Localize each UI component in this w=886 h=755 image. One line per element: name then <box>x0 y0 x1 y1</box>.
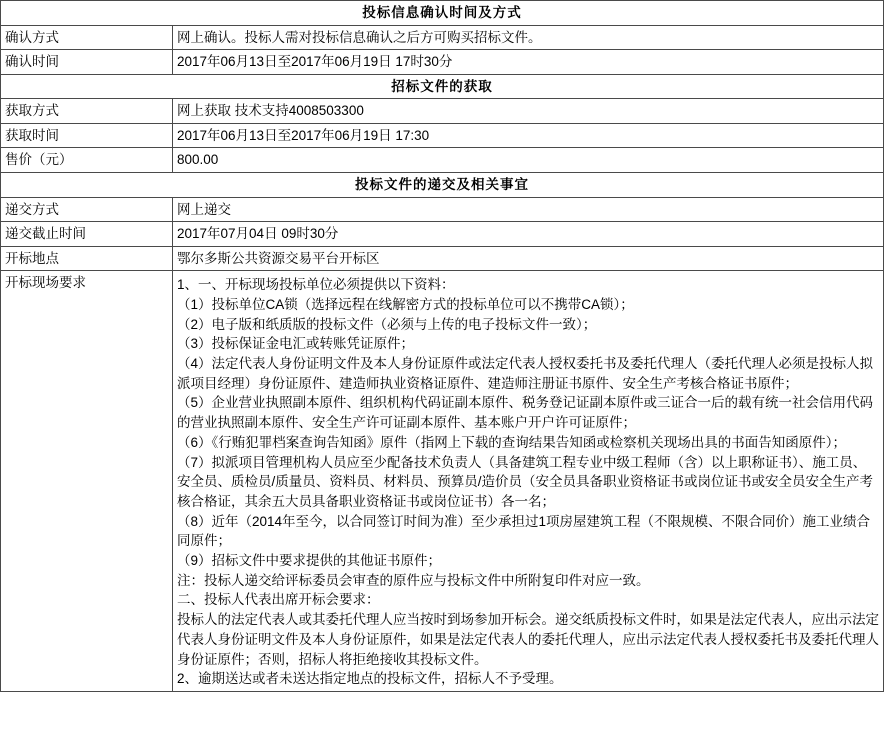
requirement-line: （8）近年（2014年至今，以合同签订时间为准）至少承担过1项房屋建筑工程（不限规模、不限合同价）施工业绩合同原件； <box>177 513 871 549</box>
acquire-method-label: 获取方式 <box>1 99 173 124</box>
submit-deadline-label: 递交截止时间 <box>1 222 173 247</box>
acquire-method-value: 网上获取 技术支持4008503300 <box>173 99 884 124</box>
requirement-line: 1、一、开标现场投标单位必须提供以下资料： <box>177 277 455 293</box>
submit-deadline-value: 2017年07月04日 09时30分 <box>173 222 884 247</box>
price-value: 800.00 <box>173 148 884 173</box>
table-row <box>1 197 884 222</box>
confirm-time-value: 2017年06月13日至2017年06月19日 17时30分 <box>173 50 884 75</box>
table-row <box>1 222 884 247</box>
acquire-time-label: 获取时间 <box>1 123 173 148</box>
section-title-acquire: 招标文件的获取 <box>1 74 884 99</box>
table-row <box>1 246 884 271</box>
confirm-method-label: 确认方式 <box>1 25 173 50</box>
requirement-line: （5）企业营业执照副本原件、组织机构代码证副本原件、税务登记证副本原件或三证合一后的载有统一社会信用代码的营业执照副本原件、安全生产许可证副本原件、基本账户开户许可证原件； <box>177 395 874 431</box>
submit-method-label: 递交方式 <box>1 197 173 222</box>
table-row <box>1 148 884 173</box>
table-row-site-requirements <box>1 271 884 692</box>
table-row <box>1 50 884 75</box>
bid-open-place-label: 开标地点 <box>1 246 173 271</box>
site-requirements-value <box>173 271 884 692</box>
site-requirements-body <box>177 273 879 689</box>
requirement-line: 投标人的法定代表人或其委托代理人应当按时到场参加开标会。递交纸质投标文件时，如果是法定代表人，应出示法定代表人身份证明文件及本人身份证原件，如果是法定代表人的委托代理人，应出示法定代表人授权委托书及委托代理人身份证原件；否则，招标人将拒绝接收其投标文件。 <box>177 612 879 667</box>
submit-method-value: 网上递交 <box>173 197 884 222</box>
requirement-line: （6）《行贿犯罪档案查询告知函》原件（指网上下载的查询结果告知函或检察机关现场出具的书面告知函原件）； <box>177 434 847 450</box>
table-row <box>1 123 884 148</box>
price-label: 售价（元） <box>1 148 173 173</box>
requirement-line: 二、投标人代表出席开标会要求： <box>177 592 380 608</box>
section-header-row-acquire <box>1 74 884 99</box>
confirm-method-value: 网上确认。投标人需对投标信息确认之后方可购买招标文件。 <box>173 25 884 50</box>
requirement-line: （4）法定代表人身份证明文件及本人身份证原件或法定代表人授权委托书及委托代理人（委托代理人必须是投标人拟派项目经理）身份证原件、建造师执业资格证原件、建造师注册证书原件、安全生产考核合格证书原件； <box>177 356 874 391</box>
requirement-line: （2）电子版和纸质版的投标文件（必须与上传的电子投标文件一致）； <box>177 316 597 332</box>
requirement-line: （3）投标保证金电汇或转账凭证原件； <box>177 336 415 352</box>
requirement-line: （9）招标文件中要求提供的其他证书原件； <box>177 553 442 569</box>
table-row <box>1 99 884 124</box>
table-row <box>1 25 884 50</box>
section-title-confirm: 投标信息确认时间及方式 <box>1 1 884 26</box>
requirement-line: （7）拟派项目管理机构人员应至少配备技术负责人（具备建筑工程专业中级工程师（含）以上职称证书）、施工员、安全员、质检员/质量员、资料员、材料员、预算员/造价员（安全员具备职业资格证书或岗位证书或安全员安全生产考核合格证，其余五大员具备职业资格证书或岗位证书）各一名； <box>177 454 873 509</box>
confirm-time-label: 确认时间 <box>1 50 173 75</box>
site-requirements-label: 开标现场要求 <box>1 271 173 692</box>
requirement-line: 注：投标人递交给评标委员会审查的原件应与投标文件中所附复印件对应一致。 <box>177 572 650 588</box>
table-body <box>1 1 884 692</box>
bid-open-place-value: 鄂尔多斯公共资源交易平台开标区 <box>173 246 884 271</box>
requirement-line: （1）投标单位CA锁（选择远程在线解密方式的投标单位可以不携带CA锁）； <box>177 296 634 312</box>
section-header-row-submit <box>1 172 884 197</box>
section-title-submit: 投标文件的递交及相关事宜 <box>1 172 884 197</box>
requirement-line: 2、逾期送达或者未送达指定地点的投标文件，招标人不予受理。 <box>177 671 563 687</box>
section-header-row-confirm <box>1 1 884 26</box>
acquire-time-value: 2017年06月13日至2017年06月19日 17:30 <box>173 123 884 148</box>
